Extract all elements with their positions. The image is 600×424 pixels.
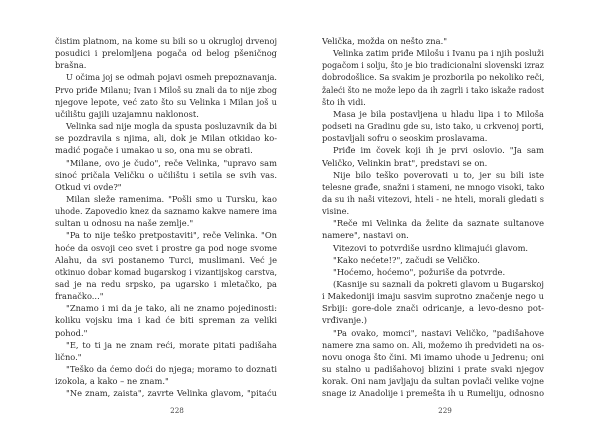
text-line: "Znamo i mi da je tako, ali ne znamo pojedinosti:: [66, 303, 277, 314]
left-page-number: 228: [170, 406, 184, 415]
text-line: Prvo priđe Milanu; Ivan i Miloš su znali da to nije zbog: [55, 85, 277, 95]
text-line: visine.: [322, 206, 350, 217]
text-line: postavljali sofru o seoskim proslavama.: [322, 133, 488, 144]
text-line: sultan u odnosu na naše zemlje.": [55, 218, 194, 229]
text-line: (Kasnije su saznali da pokreti glavom u Bugarskoj: [333, 279, 544, 289]
text-line: novu onoga što čini. Mi imamo uhode u Jedrenu; oni: [322, 351, 544, 362]
text-line: namere", nastavi on.: [322, 230, 409, 241]
text-line: pohod.": [55, 327, 88, 338]
text-line: Milan sleže ramenima. "Pošli smo u Tursku, kao: [66, 193, 277, 204]
text-line: Priđe im čovek koji ih je prvi oslovio. "Ja sam: [333, 145, 544, 156]
text-line: Alahu, da svi postanemo Turci, muslimani. Već je: [55, 254, 277, 265]
text-line: madić pogače i umakao u so, ona mu se obrati.: [55, 145, 253, 156]
text-line: posudici i prelomljena pogača od belog pšeničnog: [55, 48, 277, 59]
text-line: što ih vidi.: [322, 96, 366, 107]
text-line: namere zna samo on. Ali, možemo ih predvideti na os-: [322, 339, 544, 350]
text-line: Nije bilo teško poverovati u to, jer su bili iste: [333, 169, 544, 180]
text-line: pogačom i solju, što je bio tradicionalni slovenski izraz: [322, 61, 544, 71]
text-line: hoće da osvoji ceo svet i prostre ga pod noge svome: [55, 242, 277, 253]
text-line: otkinuo dobar komad bugarskog i vizantijskog carstva,: [55, 267, 277, 277]
text-line: "Teško da ćemo doći do njega; moramo to doznati: [66, 364, 277, 375]
text-line: Velinka sad nije mogla da spusta posluzavnik da bi: [66, 121, 277, 132]
text-line: lično.": [55, 351, 82, 362]
text-line: Veličko, Velinkin brat", predstavi se on.: [322, 157, 488, 168]
text-line: korak. Oni nam javljaju da sultan povlači velike vojne: [322, 376, 544, 387]
text-line: telesne građe, snažni i stameni, ne mnogo visoki, tako: [322, 181, 544, 192]
text-line: Velička, možda on nešto zna.": [322, 36, 448, 46]
text-line: brašna.: [55, 60, 87, 71]
text-line: "Hoćemo, hoćemo", požuriše da potvrde.: [333, 266, 506, 277]
text-line: franačko...": [55, 291, 104, 302]
text-line: dobrodošlice. Sa svakim je prozborila po nekoliko reči,: [322, 73, 544, 83]
text-line: izokola, a kako – ne znam.": [55, 376, 169, 387]
text-line: su stalno u padišahovoj blizini i prate svaki njegov: [322, 364, 544, 375]
text-line: U očima joj se odmah pojavi osmeh prepoznavanja.: [66, 72, 277, 83]
right-page-number: 229: [438, 406, 452, 415]
text-line: sinoć pričala Veličku o učilištu i setila se svih vas.: [55, 169, 277, 180]
text-line: "Ne znam, zaista", zavrte Velinka glavom, "pitaću: [66, 388, 277, 399]
text-line: podseti na Gradinu gde su, isto tako, u crkvenoj porti,: [322, 121, 544, 132]
text-line: i Makedoniji imaju sasvim suprotno značenje nego u: [322, 291, 544, 302]
text-line: Vitezovi to potvrdiše usrdno klimajući glavom.: [333, 242, 529, 253]
text-line: sad je na redu srpsko, pa ugarsko i mletačko, pa: [55, 279, 277, 289]
text-line: učilištu gajili uzajamnu naklonost.: [55, 108, 199, 119]
text-line: "Pa to nije teško pretpostaviti", reče Velinka. "On: [66, 230, 277, 241]
text-line: Masa je bila postavljena u hladu lipa i to Miloša: [333, 108, 544, 119]
text-line: se pozdravila s njima, ali, dok je Milan otkidao ko-: [55, 133, 277, 144]
text-line: uhode. Zapovedio knez da saznamo kakve namere ima: [55, 207, 277, 217]
text-line: Srbiji: gore-dole znači odricanje, a levo-desno pot-: [322, 303, 544, 314]
text-line: vrđivanje.): [322, 315, 367, 326]
text-line: "Kako nećete!?", začudi se Veličko.: [333, 254, 480, 265]
text-line: njegove lepote, već zato što su Velinka i Milan još u: [55, 96, 277, 107]
text-line: koliku vojsku ima i kad će biti spreman za veliki: [55, 315, 277, 326]
text-line: Otkud vi ovde?": [55, 181, 122, 192]
text-line: da su ih naši vitezovi, hteli - ne hteli, morali gledati s: [322, 193, 544, 204]
text-line: žaleći što ne može lepo da ih zagrli i tako iskaže radost: [322, 85, 544, 95]
text-line: "Reče mi Velinka da želite da saznate sultanove: [333, 218, 544, 229]
text-line: "Milane, ovo je čudo", reče Velinka, "upravo sam: [66, 157, 277, 168]
text-line: Velinka zatim priđe Milošu i Ivanu pa i njih posluži: [333, 48, 544, 59]
text-line: "E, to ti ja ne znam reći, morate pitati padišaha: [66, 339, 277, 350]
text-line: "Pa ovako, momci", nastavi Veličko, "padišahove: [333, 327, 544, 338]
text-line: snage iz Anadolije i premešta ih u Rumeliju, odnosno: [322, 388, 544, 399]
text-line: čistim platnom, na kome su bili so u okrugloj drvenoj: [55, 36, 277, 46]
